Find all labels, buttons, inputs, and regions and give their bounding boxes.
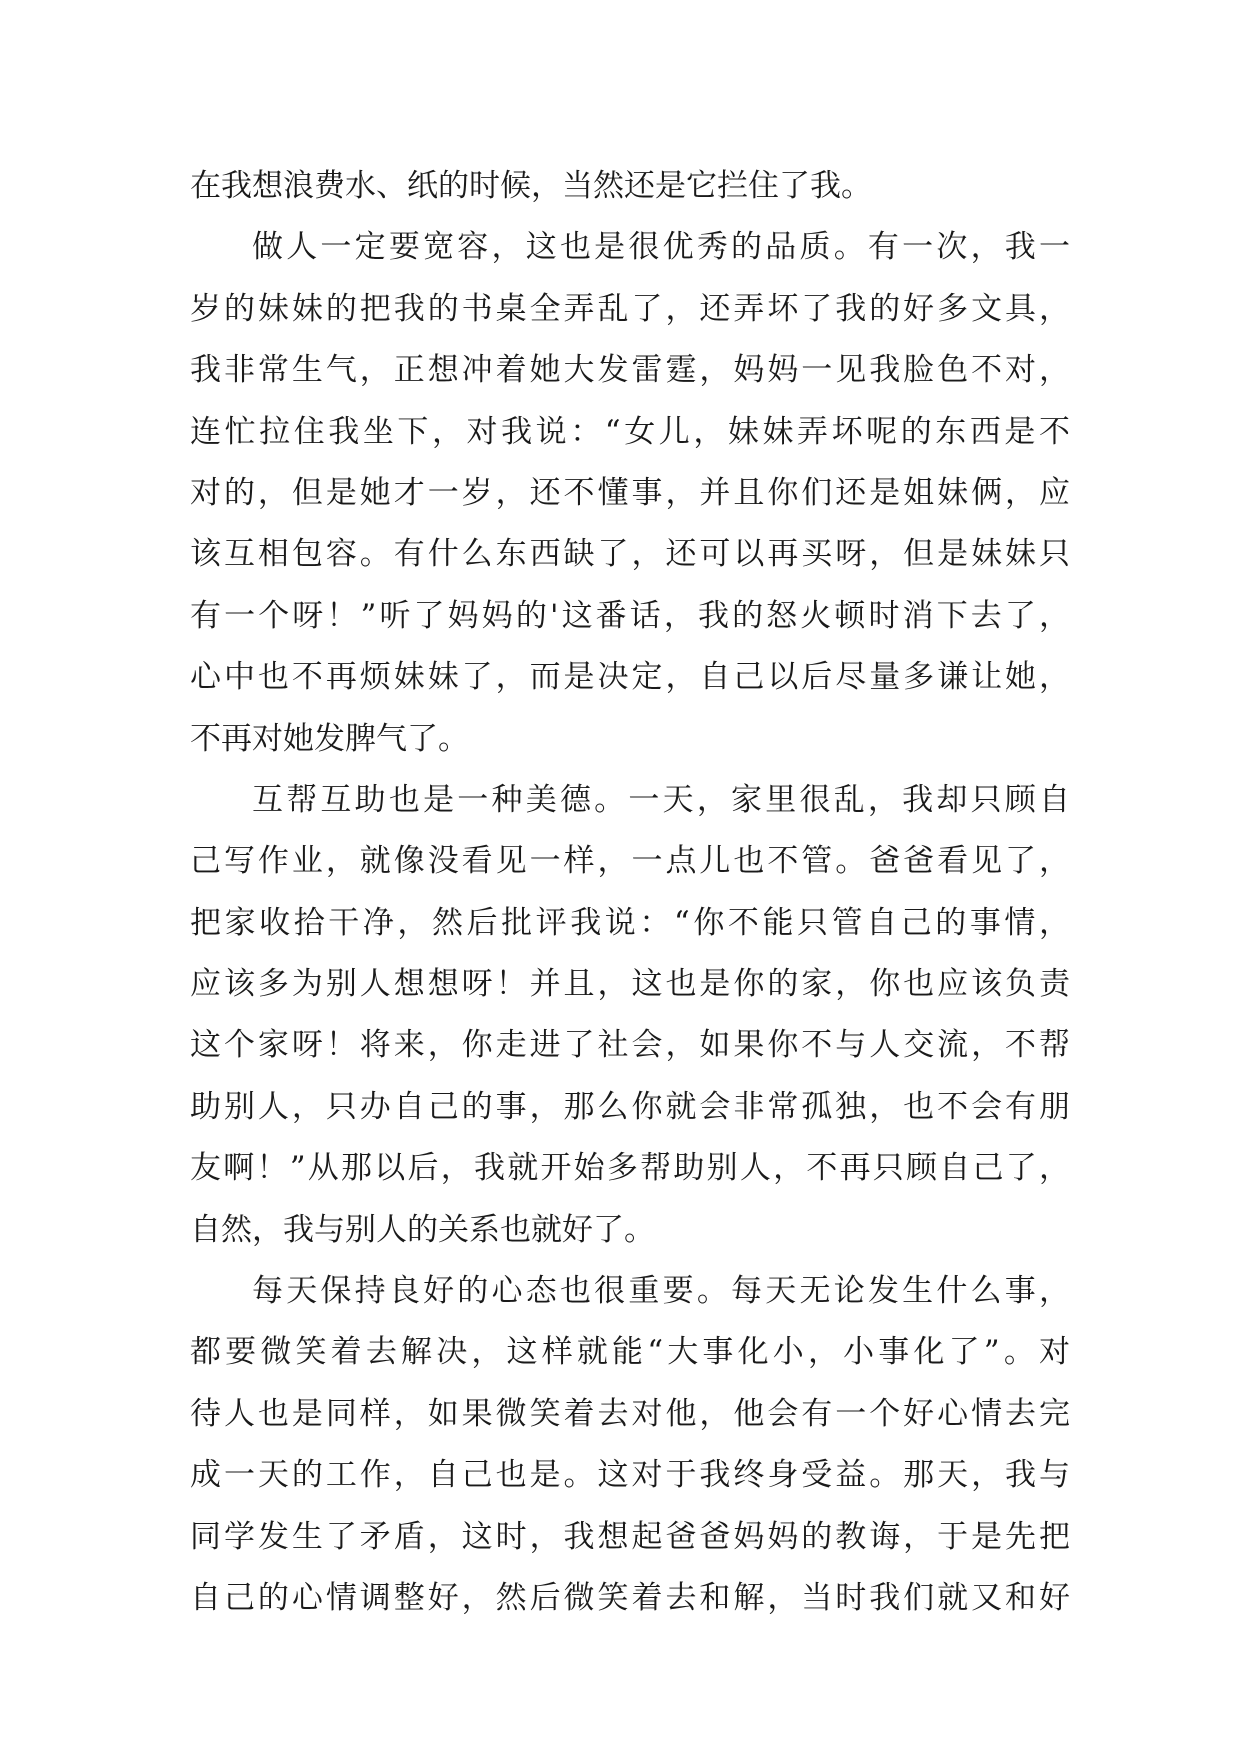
text-line: 自己的心情调整好，然后微笑着去和解，当时我们就又和好 — [190, 1579, 1070, 1616]
text-line: 己写作业，就像没看见一样，一点儿也不管。爸爸看见了， — [190, 843, 1070, 880]
text-line: 在我想浪费水、纸的时候，当然还是它拦住了我。 — [190, 168, 872, 204]
text-line: 把家收拾干净，然后批评我说：“你不能只管自己的事情， — [190, 904, 1070, 941]
text-line: 待人也是同样，如果微笑着去对他，他会有一个好心情去完 — [190, 1395, 1070, 1432]
text-line: 心中也不再烦妹妹了，而是决定，自己以后尽量多谦让她， — [190, 659, 1070, 696]
text-line: 不再对她发脾气了。 — [190, 720, 469, 757]
paragraph-first-line: 互帮互助也是一种美德。一天，家里很乱，我却只顾自 — [252, 781, 1070, 818]
text-line: 成一天的工作，自己也是。这对于我终身受益。那天，我与 — [190, 1457, 1070, 1494]
text-line: 我非常生气，正想冲着她大发雷霆，妈妈一见我脸色不对， — [190, 352, 1070, 389]
text-line: 对的，但是她才一岁，还不懂事，并且你们还是姐妹俩，应 — [190, 474, 1070, 511]
text-line: 自然，我与别人的关系也就好了。 — [190, 1211, 655, 1248]
paragraph-first-line: 做人一定要宽容，这也是很优秀的品质。有一次，我一 — [252, 229, 1070, 266]
text-line: 有一个呀！”听了妈妈的'这番话，我的怒火顿时消下去了， — [190, 597, 1070, 634]
paragraph-first-line: 每天保持良好的心态也很重要。每天无论发生什么事， — [252, 1273, 1070, 1310]
text-line: 助别人，只办自己的事，那么你就会非常孤独，也不会有朋 — [190, 1088, 1070, 1125]
text-line: 岁的妹妹的把我的书桌全弄乱了，还弄坏了我的好多文具， — [190, 290, 1070, 327]
document-body — [190, 156, 1070, 1629]
text-line: 该互相包容。有什么东西缺了，还可以再买呀，但是妹妹只 — [190, 536, 1070, 573]
text-line: 都要微笑着去解决，这样就能“大事化小，小事化了”。对 — [190, 1334, 1070, 1371]
text-line: 同学发生了矛盾，这时，我想起爸爸妈妈的教诲，于是先把 — [190, 1518, 1070, 1555]
text-line: 友啊！”从那以后，我就开始多帮助别人，不再只顾自己了， — [190, 1150, 1070, 1187]
text-line: 这个家呀！将来，你走进了社会，如果你不与人交流，不帮 — [190, 1027, 1070, 1064]
text-line: 应该多为别人想想呀！并且，这也是你的家，你也应该负责 — [190, 966, 1070, 1003]
text-line: 连忙拉住我坐下，对我说：“女儿，妹妹弄坏呢的东西是不 — [190, 413, 1070, 450]
